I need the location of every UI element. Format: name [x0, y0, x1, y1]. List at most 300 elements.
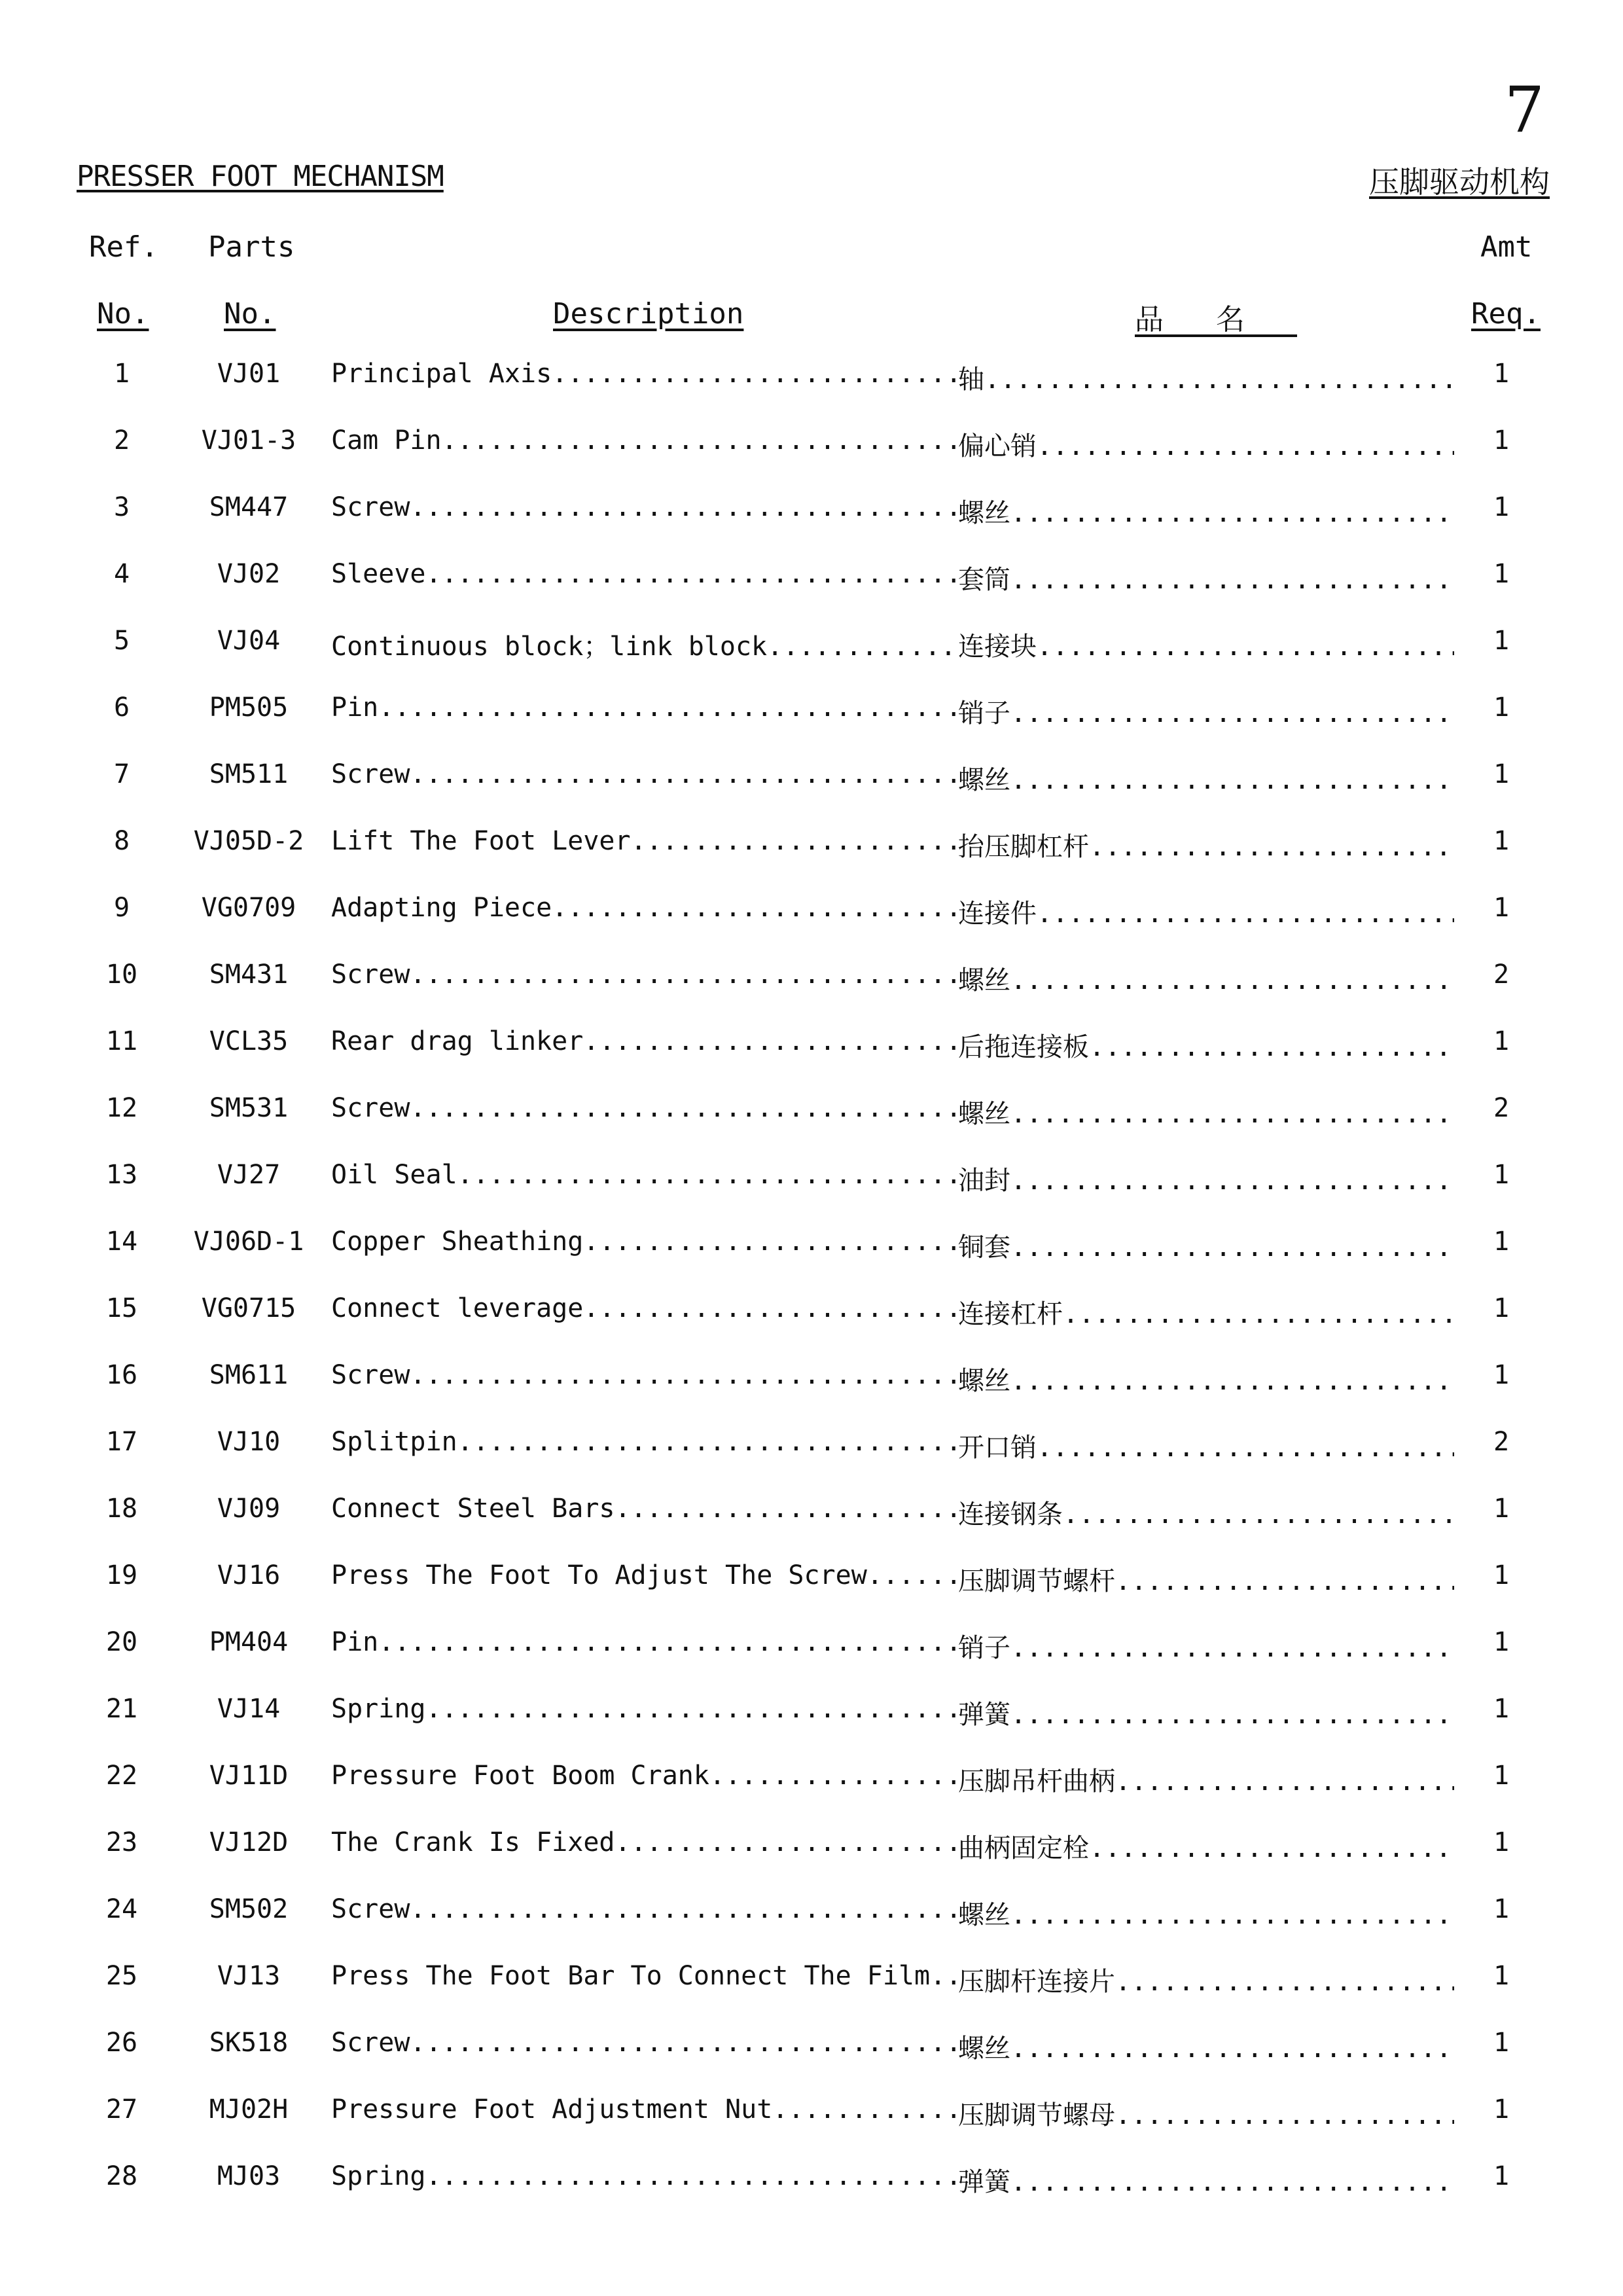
amount-required: [1482, 1560, 1521, 1590]
description: [331, 1894, 956, 1924]
ref-number: [92, 1627, 152, 1657]
chinese-name-text: 压脚调节螺母: [958, 2100, 1115, 2130]
part-number: [190, 1227, 308, 1257]
amount-required: [1482, 559, 1521, 589]
part-number-text: VCL35: [209, 1026, 289, 1056]
description: [331, 826, 956, 856]
amount-required: [1482, 359, 1521, 389]
description: [331, 492, 956, 522]
description: [331, 626, 956, 663]
amount-required-text: 1: [1493, 1694, 1510, 1724]
ref-number: [92, 1961, 152, 1991]
ref-number-text: 26: [105, 2028, 138, 2058]
section-title-chinese: 压脚驱动机构: [1369, 164, 1550, 200]
part-number-text: VJ12D: [209, 1827, 289, 1857]
ref-number: [92, 425, 152, 456]
amount-required: [1482, 1293, 1521, 1323]
table-row: [0, 359, 1623, 425]
ref-number: [92, 2028, 152, 2058]
chinese-name: [958, 1560, 1454, 1598]
ref-number: [92, 1827, 152, 1857]
chinese-name: [958, 1827, 1454, 1865]
part-number: [190, 759, 308, 789]
description-text: Oil Seal: [331, 1160, 457, 1190]
chinese-name: [958, 2028, 1454, 2065]
amount-required: [1482, 1427, 1521, 1457]
description: [331, 1694, 956, 1724]
amount-required-text: 1: [1493, 2094, 1510, 2125]
table-row: [0, 759, 1623, 826]
description-text: Cam Pin: [331, 425, 442, 456]
ref-number-text: 22: [105, 1761, 138, 1791]
chinese-name: [958, 1227, 1454, 1264]
part-number: [190, 1761, 308, 1791]
description: [331, 1360, 956, 1390]
chinese-name: [958, 1961, 1454, 1998]
amount-required-text: 2: [1493, 1093, 1510, 1123]
part-number: [190, 2094, 308, 2125]
part-number: [190, 1360, 308, 1390]
amount-required-text: 1: [1493, 692, 1510, 723]
description: [331, 1494, 956, 1524]
chinese-name-text: 螺丝: [958, 498, 1010, 528]
part-number-text: VJ27: [217, 1160, 281, 1190]
description: [331, 1560, 956, 1590]
amount-required-text: 1: [1493, 559, 1510, 589]
ref-number: [92, 1360, 152, 1390]
ref-number: [92, 893, 152, 923]
header-parts-no: No.: [224, 297, 276, 331]
chinese-name-text: 连接杠杆: [958, 1299, 1063, 1329]
ref-number: [92, 1427, 152, 1457]
chinese-name: [958, 1160, 1454, 1197]
description: [331, 1827, 956, 1857]
amount-required: [1482, 425, 1521, 456]
ref-number: [92, 626, 152, 656]
chinese-name: [958, 492, 1454, 529]
table-row: [0, 893, 1623, 960]
chinese-name: [958, 1427, 1454, 1464]
description: [331, 1093, 956, 1123]
ref-number: [92, 759, 152, 789]
ref-number-text: 12: [105, 1093, 138, 1123]
part-number: [190, 1427, 308, 1457]
description-text: Continuous block；link block: [331, 632, 768, 662]
chinese-name-text: 铜套: [958, 1232, 1010, 1263]
ref-number-text: 17: [105, 1427, 138, 1457]
part-number-text: VJ06D-1: [193, 1227, 304, 1257]
ref-number-text: 25: [105, 1961, 138, 1991]
part-number: [190, 425, 308, 456]
part-number: [190, 1894, 308, 1924]
table-row: [0, 626, 1623, 692]
part-number-text: SM431: [209, 960, 289, 990]
amount-required: [1482, 1093, 1521, 1123]
table-row: [0, 960, 1623, 1026]
ref-number: [92, 1227, 152, 1257]
ref-number: [92, 960, 152, 990]
amount-required-text: 1: [1493, 1293, 1510, 1323]
amount-required: [1482, 1227, 1521, 1257]
part-number-text: VG0715: [201, 1293, 296, 1323]
chinese-name: [958, 1694, 1454, 1731]
table-row: [0, 826, 1623, 893]
description-text: Connect leverage: [331, 1293, 584, 1323]
ref-number: [92, 1293, 152, 1323]
part-number: [190, 492, 308, 522]
ref-number-text: 7: [113, 759, 130, 789]
part-number: [190, 1627, 308, 1657]
amount-required-text: 1: [1493, 359, 1510, 389]
ref-number: [92, 359, 152, 389]
amount-required-text: 1: [1493, 826, 1510, 856]
page-number: 7: [1504, 73, 1544, 147]
description-text: Pin: [331, 692, 379, 723]
chinese-name-text: 螺丝: [958, 2034, 1010, 2064]
chinese-name-text: 连接块: [958, 632, 1037, 662]
ref-number-text: 1: [113, 359, 130, 389]
chinese-name-text: 压脚调节螺杆: [958, 1566, 1115, 1596]
description-text: Pressure Foot Adjustment Nut: [331, 2094, 773, 2125]
part-number-text: SK518: [209, 2028, 289, 2058]
chinese-name: [958, 826, 1454, 863]
ref-number: [92, 1761, 152, 1791]
part-number: [190, 826, 308, 856]
header-req: Req.: [1471, 297, 1541, 331]
header-ref: Ref.: [89, 230, 158, 264]
amount-required: [1482, 893, 1521, 923]
description: [331, 1427, 956, 1457]
amount-required-text: 1: [1493, 1894, 1510, 1924]
ref-number-text: 23: [105, 1827, 138, 1857]
ref-number-text: 15: [105, 1293, 138, 1323]
header-amt: Amt: [1480, 230, 1533, 264]
amount-required: [1482, 1160, 1521, 1190]
description: [331, 1761, 956, 1791]
ref-number-text: 10: [105, 960, 138, 990]
ref-number-text: 13: [105, 1160, 138, 1190]
ref-number-text: 27: [105, 2094, 138, 2125]
chinese-name: [958, 1026, 1454, 1064]
table-row: [0, 492, 1623, 559]
table-row: [0, 2094, 1623, 2161]
part-number-text: SM611: [209, 1360, 289, 1390]
chinese-name-text: 螺丝: [958, 965, 1010, 996]
chinese-name: [958, 1761, 1454, 1798]
description: [331, 2028, 956, 2058]
table-row: [0, 1694, 1623, 1761]
chinese-name: [958, 1894, 1454, 1931]
ref-number: [92, 1160, 152, 1190]
table-row: [0, 692, 1623, 759]
part-number-text: SM531: [209, 1093, 289, 1123]
table-row: [0, 559, 1623, 626]
description-text: Press The Foot To Adjust The Screw: [331, 1560, 867, 1590]
description: [331, 2161, 956, 2191]
part-number-text: VG0709: [201, 893, 296, 923]
ref-number: [92, 1694, 152, 1724]
description-text: Screw: [331, 759, 410, 789]
amount-required: [1482, 692, 1521, 723]
ref-number: [92, 2094, 152, 2125]
amount-required: [1482, 1894, 1521, 1924]
chinese-name: [958, 2094, 1454, 2132]
table-row: [0, 1160, 1623, 1227]
chinese-name-text: 弹簧: [958, 2167, 1010, 2197]
amount-required-text: 1: [1493, 2161, 1510, 2191]
part-number-text: VJ16: [217, 1560, 281, 1590]
description: [331, 1627, 956, 1657]
part-number: [190, 1827, 308, 1857]
table-row: [0, 1360, 1623, 1427]
amount-required: [1482, 1494, 1521, 1524]
amount-required: [1482, 626, 1521, 656]
part-number: [190, 2161, 308, 2191]
description-text: Screw: [331, 1093, 410, 1123]
part-number-text: VJ01-3: [201, 425, 296, 456]
description: [331, 2094, 956, 2125]
part-number: [190, 359, 308, 389]
amount-required-text: 1: [1493, 1494, 1510, 1524]
chinese-name: [958, 2161, 1454, 2198]
ref-number-text: 8: [113, 826, 130, 856]
table-row: [0, 1761, 1623, 1827]
description-text: Screw: [331, 1360, 410, 1390]
amount-required: [1482, 1627, 1521, 1657]
description: [331, 1160, 956, 1190]
amount-required-text: 1: [1493, 425, 1510, 456]
header-ref-no: No.: [97, 297, 149, 331]
part-number: [190, 626, 308, 656]
part-number-text: VJ01: [217, 359, 281, 389]
description-text: Principal Axis: [331, 359, 552, 389]
part-number: [190, 1961, 308, 1991]
chinese-name-text: 螺丝: [958, 1366, 1010, 1396]
ref-number-text: 16: [105, 1360, 138, 1390]
ref-number: [92, 2161, 152, 2191]
ref-number: [92, 692, 152, 723]
amount-required: [1482, 1026, 1521, 1056]
table-row: [0, 1427, 1623, 1494]
description-text: Screw: [331, 492, 410, 522]
chinese-name-text: 螺丝: [958, 1099, 1010, 1129]
ref-number: [92, 559, 152, 589]
part-number-text: VJ04: [217, 626, 281, 656]
amount-required-text: 1: [1493, 1761, 1510, 1791]
amount-required-text: 1: [1493, 759, 1510, 789]
description-text: The Crank Is Fixed: [331, 1827, 615, 1857]
chinese-name: [958, 692, 1454, 730]
part-number-text: VJ02: [217, 559, 281, 589]
chinese-name-text: 开口销: [958, 1433, 1037, 1463]
amount-required-text: 2: [1493, 1427, 1510, 1457]
description: [331, 759, 956, 789]
amount-required-text: 1: [1493, 492, 1510, 522]
description-text: Screw: [331, 1894, 410, 1924]
ref-number-text: 9: [113, 893, 130, 923]
description-text: Screw: [331, 960, 410, 990]
description-text: Spring: [331, 1694, 426, 1724]
description: [331, 359, 956, 389]
ref-number-text: 11: [105, 1026, 138, 1056]
header-description: Description: [553, 297, 744, 331]
part-number: [190, 1160, 308, 1190]
table-row: [0, 1026, 1623, 1093]
ref-number-text: 19: [105, 1560, 138, 1590]
part-number-text: SM502: [209, 1894, 289, 1924]
header-name-chinese: 品名: [1135, 303, 1297, 336]
description: [331, 893, 956, 923]
table-row: [0, 1293, 1623, 1360]
description-text: Spring: [331, 2161, 426, 2191]
chinese-name-text: 螺丝: [958, 1900, 1010, 1930]
amount-required-text: 1: [1493, 2028, 1510, 2058]
chinese-name-text: 连接钢条: [958, 1499, 1063, 1530]
part-number: [190, 1093, 308, 1123]
chinese-name-text: 销子: [958, 698, 1010, 728]
ref-number-text: 21: [105, 1694, 138, 1724]
ref-number-text: 2: [113, 425, 130, 456]
part-number-text: MJ02H: [209, 2094, 289, 2125]
amount-required: [1482, 1694, 1521, 1724]
amount-required-text: 1: [1493, 1227, 1510, 1257]
chinese-name: [958, 759, 1454, 797]
description: [331, 1961, 956, 1991]
chinese-name: [958, 1494, 1454, 1531]
table-row: [0, 1961, 1623, 2028]
description-text: Pin: [331, 1627, 379, 1657]
chinese-name: [958, 1093, 1454, 1130]
amount-required: [1482, 1827, 1521, 1857]
table-row: [0, 1894, 1623, 1961]
amount-required-text: 1: [1493, 1961, 1510, 1991]
chinese-name-text: 油封: [958, 1166, 1010, 1196]
amount-required-text: 1: [1493, 893, 1510, 923]
ref-number-text: 3: [113, 492, 130, 522]
ref-number: [92, 1894, 152, 1924]
part-number-text: SM447: [209, 492, 289, 522]
chinese-name-text: 弹簧: [958, 1700, 1010, 1730]
ref-number: [92, 1093, 152, 1123]
amount-required: [1482, 2161, 1521, 2191]
ref-number: [92, 492, 152, 522]
description: [331, 960, 956, 990]
table-row: [0, 425, 1623, 492]
chinese-name: [958, 425, 1454, 463]
part-number-text: VJ05D-2: [193, 826, 304, 856]
ref-number: [92, 826, 152, 856]
chinese-name: [958, 1293, 1454, 1331]
description: [331, 1293, 956, 1323]
description: [331, 1026, 956, 1056]
description-text: Splitpin: [331, 1427, 457, 1457]
part-number: [190, 1026, 308, 1056]
part-number-text: VJ10: [217, 1427, 281, 1457]
amount-required-text: 1: [1493, 1560, 1510, 1590]
amount-required-text: 1: [1493, 626, 1510, 656]
chinese-name-text: 曲柄固定栓: [958, 1833, 1089, 1863]
chinese-name-text: 套筒: [958, 565, 1010, 595]
part-number-text: SM511: [209, 759, 289, 789]
ref-number-text: 4: [113, 559, 130, 589]
amount-required-text: 1: [1493, 1360, 1510, 1390]
header-parts: Parts: [208, 230, 295, 264]
table-row: [0, 1093, 1623, 1160]
description-text: Connect Steel Bars: [331, 1494, 615, 1524]
part-number-text: MJ03: [217, 2161, 281, 2191]
chinese-name: [958, 1627, 1454, 1664]
amount-required: [1482, 1761, 1521, 1791]
part-number: [190, 1694, 308, 1724]
amount-required: [1482, 759, 1521, 789]
ref-number-text: 6: [113, 692, 130, 723]
part-number-text: VJ13: [217, 1961, 281, 1991]
ref-number: [92, 1560, 152, 1590]
amount-required: [1482, 2028, 1521, 2058]
part-number-text: VJ09: [217, 1494, 281, 1524]
chinese-name-text: 压脚吊杆曲柄: [958, 1767, 1115, 1797]
ref-number-text: 20: [105, 1627, 138, 1657]
part-number: [190, 692, 308, 723]
description-text: Copper Sheathing: [331, 1227, 584, 1257]
chinese-name-text: 连接件: [958, 899, 1037, 929]
description-text: Press The Foot Bar To Connect The Film: [331, 1961, 931, 1991]
amount-required-text: 2: [1493, 960, 1510, 990]
ref-number-text: 18: [105, 1494, 138, 1524]
amount-required-text: 1: [1493, 1627, 1510, 1657]
description: [331, 1227, 956, 1257]
part-number: [190, 960, 308, 990]
description: [331, 559, 956, 589]
description: [331, 692, 956, 723]
chinese-name: [958, 626, 1454, 663]
amount-required-text: 1: [1493, 1827, 1510, 1857]
description-text: Screw: [331, 2028, 410, 2058]
amount-required: [1482, 1961, 1521, 1991]
part-number-text: PM404: [209, 1627, 289, 1657]
chinese-name-text: 偏心销: [958, 431, 1037, 461]
table-row: [0, 1494, 1623, 1560]
part-number-text: VJ14: [217, 1694, 281, 1724]
table-row: [0, 1227, 1623, 1293]
part-number: [190, 893, 308, 923]
description-text: Pressure Foot Boom Crank: [331, 1761, 709, 1791]
part-number: [190, 1293, 308, 1323]
table-row: [0, 1560, 1623, 1627]
chinese-name-text: 轴: [958, 365, 984, 395]
section-title-english: PRESSER FOOT MECHANISM: [77, 160, 444, 193]
description: [331, 425, 956, 456]
chinese-name-text: 压脚杆连接片: [958, 1967, 1115, 1997]
amount-required: [1482, 2094, 1521, 2125]
description-text: Sleeve: [331, 559, 426, 589]
ref-number-text: 14: [105, 1227, 138, 1257]
ref-number: [92, 1494, 152, 1524]
table-row: [0, 2028, 1623, 2094]
part-number: [190, 1494, 308, 1524]
description-text: Lift The Foot Lever: [331, 826, 631, 856]
table-row: [0, 1827, 1623, 1894]
part-number-text: PM505: [209, 692, 289, 723]
parts-list: [0, 359, 1623, 2228]
part-number: [190, 1560, 308, 1590]
part-number-text: VJ11D: [209, 1761, 289, 1791]
chinese-name: [958, 359, 1454, 396]
chinese-name: [958, 893, 1454, 930]
part-number: [190, 559, 308, 589]
amount-required: [1482, 960, 1521, 990]
ref-number-text: 24: [105, 1894, 138, 1924]
